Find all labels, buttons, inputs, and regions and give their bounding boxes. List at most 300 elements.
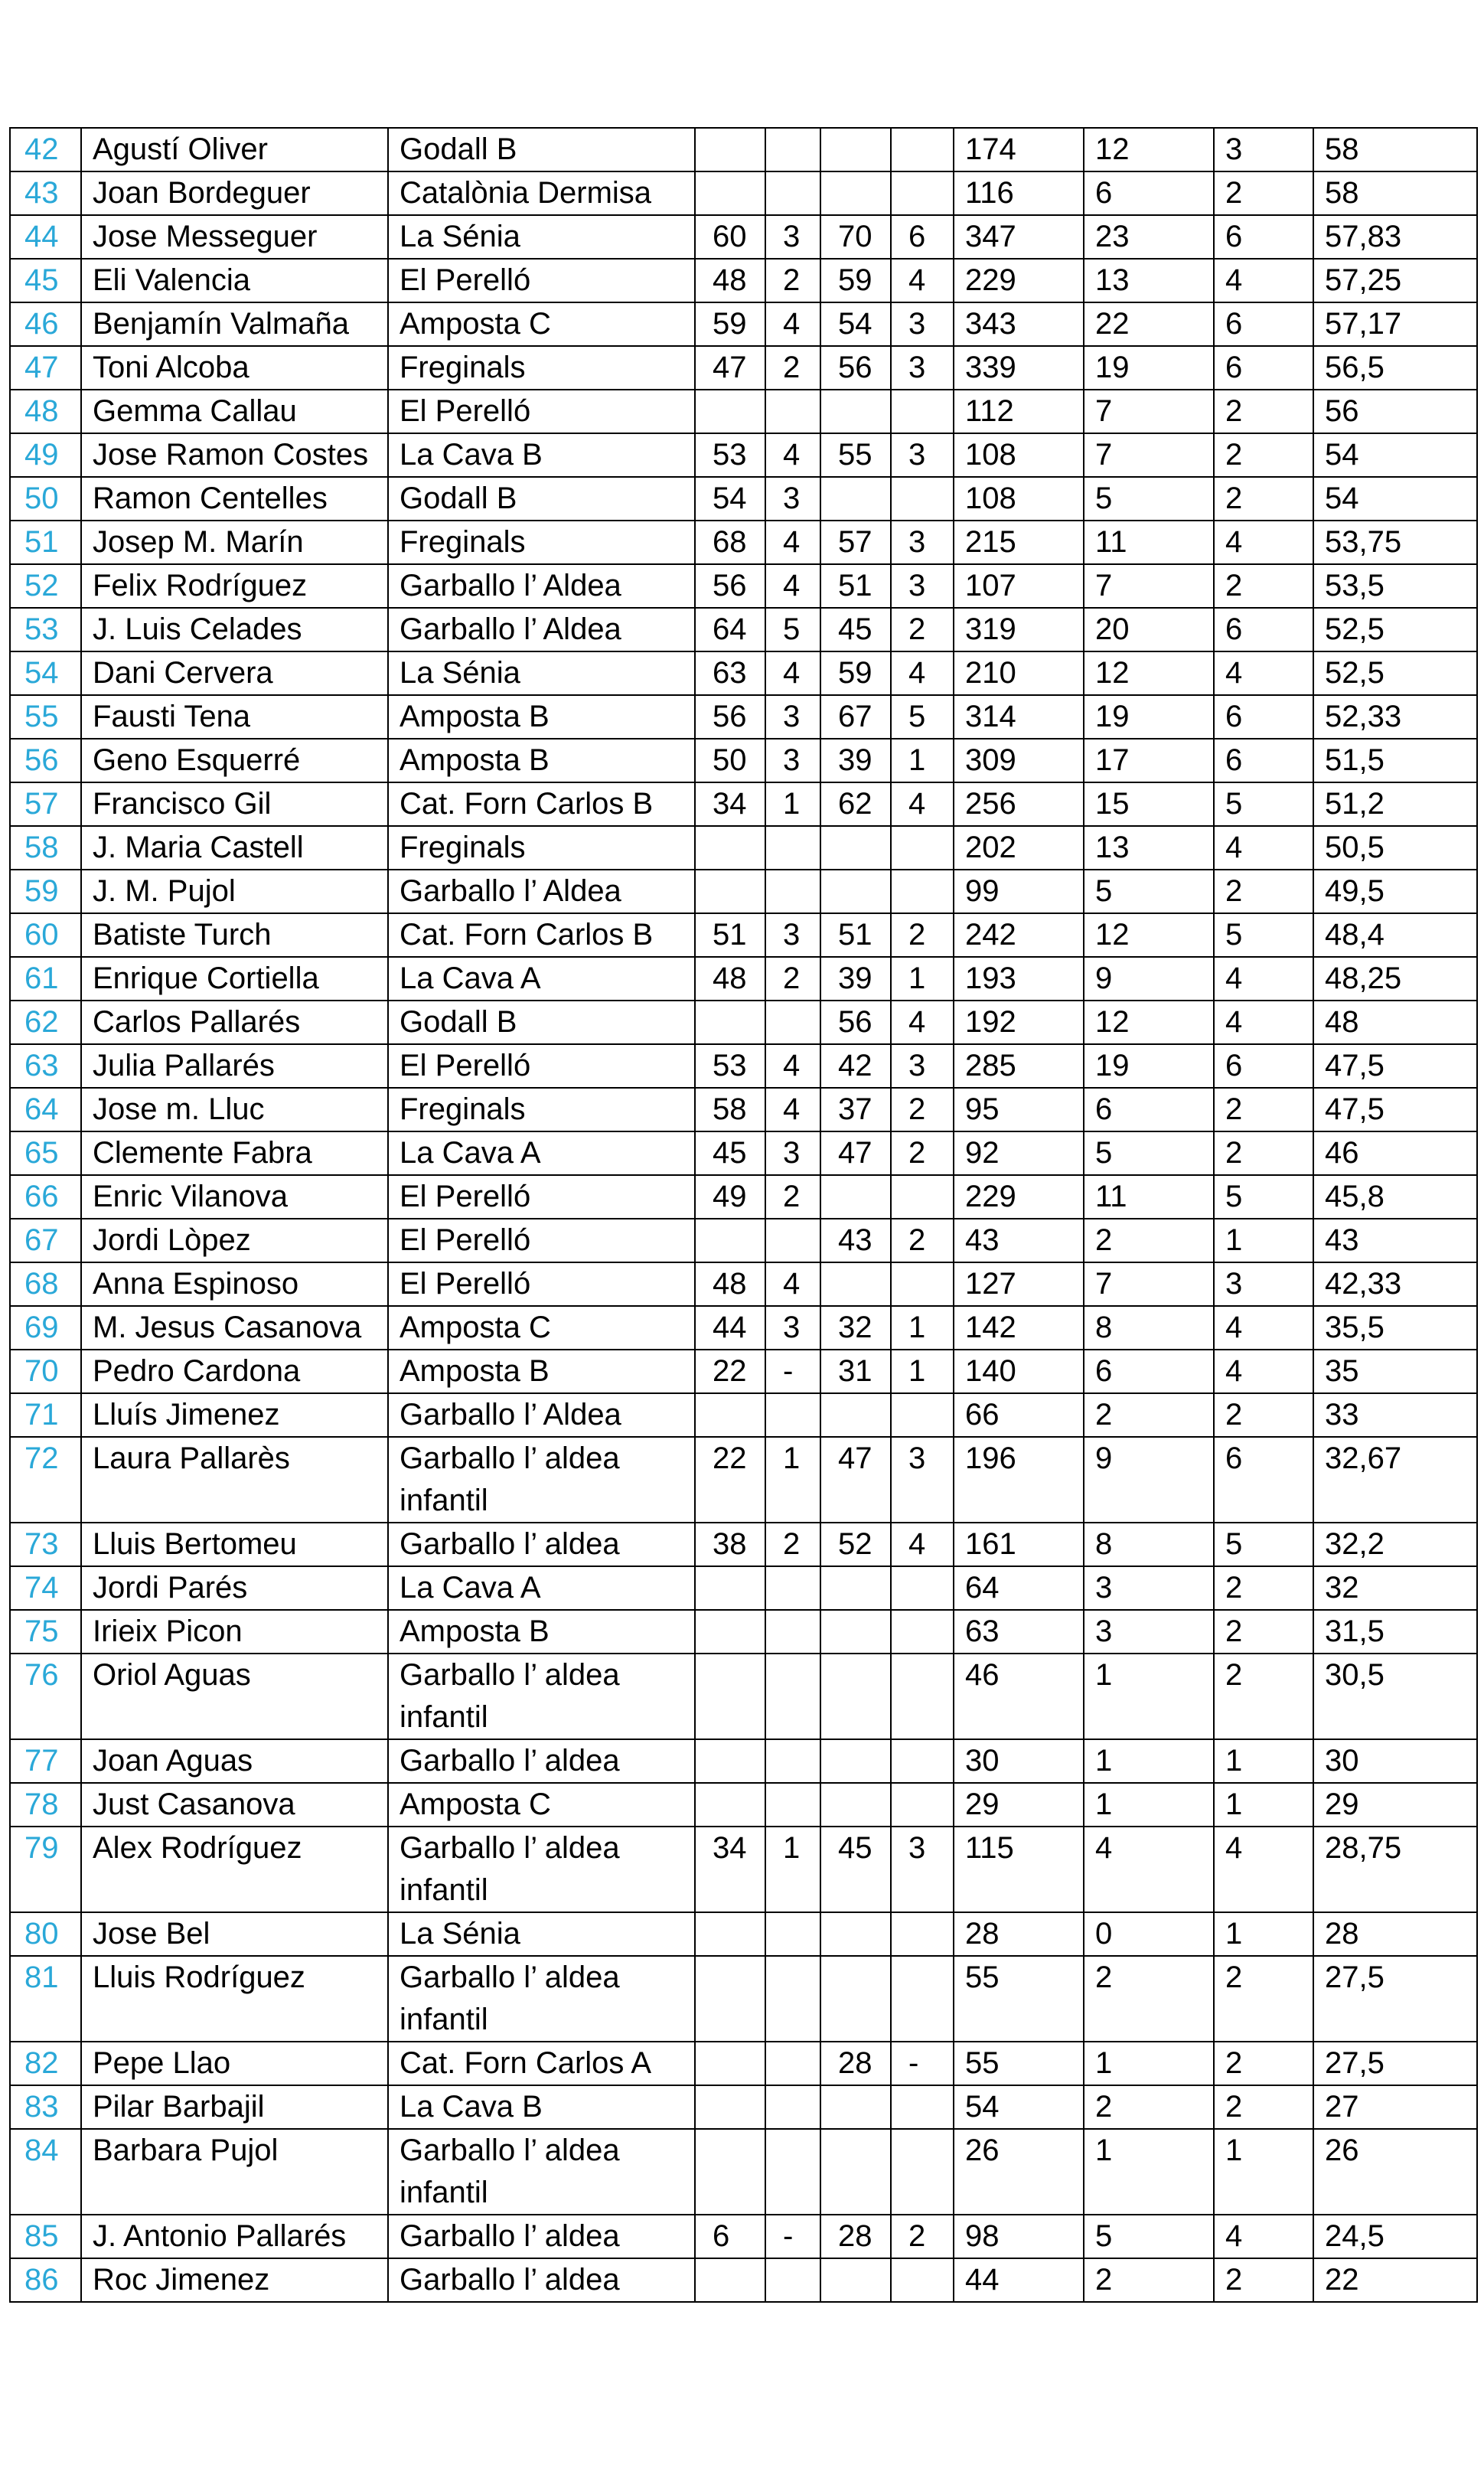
game1-wins-cell: 3	[765, 215, 820, 259]
games-played-cell: 2	[1214, 390, 1313, 433]
player-name-cell: Carlos Pallarés	[81, 1001, 388, 1044]
game2-score-cell: 47	[820, 1437, 891, 1523]
game1-wins-cell: 2	[765, 1175, 820, 1219]
player-name-cell: J. Luis Celades	[81, 608, 388, 651]
position-cell: 55	[10, 695, 81, 739]
total-wins-cell: 6	[1084, 171, 1214, 215]
average-cell: 50,5	[1313, 826, 1477, 870]
total-points-cell: 112	[954, 390, 1084, 433]
game1-score-cell: 59	[695, 302, 765, 346]
total-wins-cell: 13	[1084, 826, 1214, 870]
average-cell: 49,5	[1313, 870, 1477, 913]
position-cell: 53	[10, 608, 81, 651]
game1-wins-cell: 2	[765, 346, 820, 390]
table-row	[10, 651, 1477, 695]
team-cell: Amposta B	[388, 739, 695, 782]
total-wins-cell: 1	[1084, 1739, 1214, 1783]
games-played-cell: 1	[1214, 1739, 1313, 1783]
table-row	[10, 1044, 1477, 1088]
player-name-cell: Pedro Cardona	[81, 1350, 388, 1393]
position-cell: 74	[10, 1566, 81, 1610]
position-cell: 69	[10, 1306, 81, 1350]
total-points-cell: 116	[954, 171, 1084, 215]
game2-score-cell	[820, 1610, 891, 1654]
position-cell: 47	[10, 346, 81, 390]
player-name-cell: Alex Rodríguez	[81, 1827, 388, 1912]
average-cell: 24,5	[1313, 2215, 1477, 2258]
games-played-cell: 6	[1214, 215, 1313, 259]
average-cell: 53,75	[1313, 521, 1477, 564]
total-points-cell: 54	[954, 2085, 1084, 2129]
position-cell: 79	[10, 1827, 81, 1912]
player-name-cell: Fausti Tena	[81, 695, 388, 739]
games-played-cell: 4	[1214, 651, 1313, 695]
game1-score-cell: 38	[695, 1523, 765, 1566]
game1-wins-cell	[765, 1001, 820, 1044]
total-wins-cell: 17	[1084, 739, 1214, 782]
total-wins-cell: 11	[1084, 521, 1214, 564]
game2-score-cell: 45	[820, 608, 891, 651]
team-cell: Garballo l’ aldea	[388, 1523, 695, 1566]
games-played-cell: 2	[1214, 477, 1313, 521]
game1-wins-cell	[765, 2258, 820, 2302]
position-cell: 49	[10, 433, 81, 477]
average-cell: 51,2	[1313, 782, 1477, 826]
table-row	[10, 957, 1477, 1001]
team-cell: Godall B	[388, 128, 695, 171]
games-played-cell: 2	[1214, 1088, 1313, 1131]
table-row	[10, 1350, 1477, 1393]
average-cell: 31,5	[1313, 1610, 1477, 1654]
games-played-cell: 4	[1214, 2215, 1313, 2258]
game1-score-cell: 44	[695, 1306, 765, 1350]
game1-score-cell	[695, 171, 765, 215]
game1-score-cell: 64	[695, 608, 765, 651]
table-row	[10, 2129, 1477, 2215]
total-points-cell: 30	[954, 1739, 1084, 1783]
game2-wins-cell: 1	[891, 739, 954, 782]
game1-wins-cell: 3	[765, 695, 820, 739]
average-cell: 22	[1313, 2258, 1477, 2302]
position-cell: 76	[10, 1654, 81, 1739]
average-cell: 43	[1313, 1219, 1477, 1262]
player-name-cell: Jordi Parés	[81, 1566, 388, 1610]
average-cell: 35	[1313, 1350, 1477, 1393]
game2-wins-cell: 3	[891, 564, 954, 608]
player-name-cell: Francisco Gil	[81, 782, 388, 826]
game1-score-cell: 22	[695, 1437, 765, 1523]
game2-wins-cell: 4	[891, 651, 954, 695]
games-played-cell: 2	[1214, 2042, 1313, 2085]
position-cell: 57	[10, 782, 81, 826]
team-cell: Freginals	[388, 521, 695, 564]
team-cell: Garballo l’ aldea	[388, 1739, 695, 1783]
game1-wins-cell: 3	[765, 739, 820, 782]
total-wins-cell: 3	[1084, 1610, 1214, 1654]
position-cell: 50	[10, 477, 81, 521]
total-points-cell: 92	[954, 1131, 1084, 1175]
game2-wins-cell	[891, 390, 954, 433]
game1-score-cell: 50	[695, 739, 765, 782]
average-cell: 32	[1313, 1566, 1477, 1610]
game2-score-cell	[820, 1262, 891, 1306]
total-wins-cell: 19	[1084, 346, 1214, 390]
position-cell: 61	[10, 957, 81, 1001]
total-points-cell: 55	[954, 2042, 1084, 2085]
average-cell: 57,17	[1313, 302, 1477, 346]
game1-score-cell: 63	[695, 651, 765, 695]
games-played-cell: 1	[1214, 2129, 1313, 2215]
table-row	[10, 2215, 1477, 2258]
games-played-cell: 2	[1214, 1610, 1313, 1654]
position-cell: 75	[10, 1610, 81, 1654]
game2-wins-cell	[891, 1956, 954, 2042]
total-points-cell: 161	[954, 1523, 1084, 1566]
total-wins-cell: 7	[1084, 564, 1214, 608]
team-cell: La Sénia	[388, 651, 695, 695]
table-row	[10, 390, 1477, 433]
game2-score-cell: 54	[820, 302, 891, 346]
game2-wins-cell: 3	[891, 1827, 954, 1912]
game1-score-cell: 60	[695, 215, 765, 259]
team-cell: La Cava A	[388, 1566, 695, 1610]
games-played-cell: 2	[1214, 1566, 1313, 1610]
game1-wins-cell: 4	[765, 433, 820, 477]
total-points-cell: 202	[954, 826, 1084, 870]
game2-wins-cell: 3	[891, 1044, 954, 1088]
game1-wins-cell	[765, 390, 820, 433]
game1-score-cell: 49	[695, 1175, 765, 1219]
team-cell: Cat. Forn Carlos A	[388, 2042, 695, 2085]
total-points-cell: 43	[954, 1219, 1084, 1262]
game2-wins-cell	[891, 171, 954, 215]
player-name-cell: M. Jesus Casanova	[81, 1306, 388, 1350]
average-cell: 27,5	[1313, 1956, 1477, 2042]
table-row	[10, 346, 1477, 390]
game2-wins-cell	[891, 1175, 954, 1219]
game2-wins-cell: 6	[891, 215, 954, 259]
games-played-cell: 6	[1214, 302, 1313, 346]
game1-wins-cell	[765, 2085, 820, 2129]
player-name-cell: J. Maria Castell	[81, 826, 388, 870]
total-wins-cell: 5	[1084, 870, 1214, 913]
position-cell: 44	[10, 215, 81, 259]
total-wins-cell: 5	[1084, 2215, 1214, 2258]
game2-wins-cell	[891, 1610, 954, 1654]
table-row	[10, 1219, 1477, 1262]
team-cell: El Perelló	[388, 259, 695, 302]
player-name-cell: Barbara Pujol	[81, 2129, 388, 2215]
game1-wins-cell	[765, 2129, 820, 2215]
game1-wins-cell: 3	[765, 913, 820, 957]
games-played-cell: 6	[1214, 1437, 1313, 1523]
game1-score-cell: 45	[695, 1131, 765, 1175]
position-cell: 82	[10, 2042, 81, 2085]
games-played-cell: 5	[1214, 782, 1313, 826]
average-cell: 42,33	[1313, 1262, 1477, 1306]
team-cell: El Perelló	[388, 390, 695, 433]
total-wins-cell: 12	[1084, 1001, 1214, 1044]
player-name-cell: Gemma Callau	[81, 390, 388, 433]
games-played-cell: 4	[1214, 1306, 1313, 1350]
team-cell: El Perelló	[388, 1044, 695, 1088]
average-cell: 45,8	[1313, 1175, 1477, 1219]
game2-wins-cell: 3	[891, 1437, 954, 1523]
team-cell: Catalònia Dermisa	[388, 171, 695, 215]
total-wins-cell: 12	[1084, 651, 1214, 695]
game2-score-cell: 59	[820, 259, 891, 302]
total-wins-cell: 9	[1084, 957, 1214, 1001]
table-row	[10, 1175, 1477, 1219]
team-cell: La Cava B	[388, 433, 695, 477]
game1-score-cell: 54	[695, 477, 765, 521]
position-cell: 67	[10, 1219, 81, 1262]
game1-wins-cell: 5	[765, 608, 820, 651]
games-played-cell: 2	[1214, 171, 1313, 215]
table-row	[10, 782, 1477, 826]
game2-score-cell	[820, 1956, 891, 2042]
player-name-cell: J. Antonio Pallarés	[81, 2215, 388, 2258]
game2-wins-cell: -	[891, 2042, 954, 2085]
table-row	[10, 1523, 1477, 1566]
game2-score-cell: 51	[820, 564, 891, 608]
team-cell: Amposta B	[388, 695, 695, 739]
game2-score-cell	[820, 2129, 891, 2215]
game2-score-cell: 39	[820, 957, 891, 1001]
team-cell: Garballo l’ Aldea	[388, 608, 695, 651]
game1-score-cell	[695, 1912, 765, 1956]
game1-wins-cell: 4	[765, 564, 820, 608]
game2-wins-cell: 1	[891, 1306, 954, 1350]
game2-wins-cell	[891, 477, 954, 521]
table-row	[10, 1131, 1477, 1175]
average-cell: 52,5	[1313, 608, 1477, 651]
team-cell: Garballo l’ Aldea	[388, 564, 695, 608]
average-cell: 57,83	[1313, 215, 1477, 259]
position-cell: 70	[10, 1350, 81, 1393]
average-cell: 58	[1313, 128, 1477, 171]
games-played-cell: 6	[1214, 1044, 1313, 1088]
game1-score-cell	[695, 2258, 765, 2302]
average-cell: 33	[1313, 1393, 1477, 1437]
game2-score-cell: 67	[820, 695, 891, 739]
game1-score-cell	[695, 1654, 765, 1739]
game1-score-cell	[695, 1566, 765, 1610]
game2-score-cell: 55	[820, 433, 891, 477]
games-played-cell: 2	[1214, 1131, 1313, 1175]
game2-score-cell: 70	[820, 215, 891, 259]
games-played-cell: 4	[1214, 826, 1313, 870]
table-row	[10, 477, 1477, 521]
position-cell: 73	[10, 1523, 81, 1566]
game1-wins-cell: -	[765, 1350, 820, 1393]
position-cell: 72	[10, 1437, 81, 1523]
average-cell: 57,25	[1313, 259, 1477, 302]
game2-wins-cell	[891, 2258, 954, 2302]
average-cell: 58	[1313, 171, 1477, 215]
game1-wins-cell	[765, 171, 820, 215]
table-row	[10, 870, 1477, 913]
position-cell: 71	[10, 1393, 81, 1437]
position-cell: 42	[10, 128, 81, 171]
total-points-cell: 309	[954, 739, 1084, 782]
average-cell: 52,33	[1313, 695, 1477, 739]
position-cell: 64	[10, 1088, 81, 1131]
table-row	[10, 1566, 1477, 1610]
table-row	[10, 302, 1477, 346]
game1-wins-cell	[765, 1393, 820, 1437]
team-cell: Garballo l’ aldea infantil	[388, 1956, 695, 2042]
team-cell: La Cava A	[388, 1131, 695, 1175]
average-cell: 28	[1313, 1912, 1477, 1956]
total-points-cell: 28	[954, 1912, 1084, 1956]
average-cell: 46	[1313, 1131, 1477, 1175]
position-cell: 60	[10, 913, 81, 957]
game2-score-cell	[820, 1654, 891, 1739]
game2-score-cell: 56	[820, 346, 891, 390]
game2-score-cell: 31	[820, 1350, 891, 1393]
table-row	[10, 171, 1477, 215]
player-name-cell: Anna Espinoso	[81, 1262, 388, 1306]
game1-score-cell	[695, 2129, 765, 2215]
total-points-cell: 46	[954, 1654, 1084, 1739]
game1-wins-cell	[765, 1654, 820, 1739]
team-cell: Garballo l’ aldea	[388, 2215, 695, 2258]
average-cell: 54	[1313, 477, 1477, 521]
table-row	[10, 1306, 1477, 1350]
total-wins-cell: 19	[1084, 695, 1214, 739]
game2-wins-cell	[891, 1393, 954, 1437]
ranking-table	[9, 127, 1478, 2303]
game1-wins-cell: 4	[765, 521, 820, 564]
game1-score-cell	[695, 1739, 765, 1783]
table-row	[10, 1739, 1477, 1783]
position-cell: 62	[10, 1001, 81, 1044]
games-played-cell: 4	[1214, 259, 1313, 302]
game1-wins-cell: 2	[765, 957, 820, 1001]
total-points-cell: 26	[954, 2129, 1084, 2215]
game2-score-cell	[820, 1393, 891, 1437]
average-cell: 27	[1313, 2085, 1477, 2129]
team-cell: Amposta C	[388, 1783, 695, 1827]
game1-score-cell	[695, 826, 765, 870]
game2-score-cell: 32	[820, 1306, 891, 1350]
player-name-cell: Benjamín Valmaña	[81, 302, 388, 346]
game1-wins-cell: 1	[765, 1827, 820, 1912]
total-wins-cell: 1	[1084, 2042, 1214, 2085]
total-wins-cell: 23	[1084, 215, 1214, 259]
game1-wins-cell: 4	[765, 302, 820, 346]
position-cell: 84	[10, 2129, 81, 2215]
games-played-cell: 1	[1214, 1912, 1313, 1956]
team-cell: Amposta B	[388, 1610, 695, 1654]
player-name-cell: J. M. Pujol	[81, 870, 388, 913]
game2-score-cell	[820, 1783, 891, 1827]
position-cell: 83	[10, 2085, 81, 2129]
table-row	[10, 1610, 1477, 1654]
total-wins-cell: 1	[1084, 2129, 1214, 2215]
team-cell: Garballo l’ aldea infantil	[388, 1654, 695, 1739]
game1-wins-cell: 4	[765, 1044, 820, 1088]
player-name-cell: Jose m. Lluc	[81, 1088, 388, 1131]
game2-wins-cell	[891, 1654, 954, 1739]
game2-wins-cell: 3	[891, 521, 954, 564]
game1-wins-cell	[765, 2042, 820, 2085]
game1-score-cell	[695, 1393, 765, 1437]
total-points-cell: 66	[954, 1393, 1084, 1437]
player-name-cell: Just Casanova	[81, 1783, 388, 1827]
game1-wins-cell	[765, 1739, 820, 1783]
game1-wins-cell: 2	[765, 1523, 820, 1566]
total-wins-cell: 7	[1084, 1262, 1214, 1306]
total-points-cell: 196	[954, 1437, 1084, 1523]
game2-score-cell	[820, 2258, 891, 2302]
total-points-cell: 242	[954, 913, 1084, 957]
game1-wins-cell	[765, 1912, 820, 1956]
total-points-cell: 343	[954, 302, 1084, 346]
position-cell: 68	[10, 1262, 81, 1306]
total-points-cell: 108	[954, 433, 1084, 477]
table-row	[10, 2042, 1477, 2085]
total-wins-cell: 9	[1084, 1437, 1214, 1523]
games-played-cell: 2	[1214, 870, 1313, 913]
team-cell: Godall B	[388, 477, 695, 521]
average-cell: 47,5	[1313, 1044, 1477, 1088]
total-points-cell: 174	[954, 128, 1084, 171]
average-cell: 32,2	[1313, 1523, 1477, 1566]
total-wins-cell: 8	[1084, 1523, 1214, 1566]
position-cell: 86	[10, 2258, 81, 2302]
player-name-cell: Clemente Fabra	[81, 1131, 388, 1175]
game2-score-cell	[820, 477, 891, 521]
table-row	[10, 128, 1477, 171]
game1-wins-cell	[765, 826, 820, 870]
games-played-cell: 5	[1214, 1175, 1313, 1219]
game1-wins-cell	[765, 1783, 820, 1827]
game2-score-cell: 57	[820, 521, 891, 564]
position-cell: 66	[10, 1175, 81, 1219]
game2-score-cell: 51	[820, 913, 891, 957]
game1-score-cell: 34	[695, 1827, 765, 1912]
total-wins-cell: 20	[1084, 608, 1214, 651]
player-name-cell: Toni Alcoba	[81, 346, 388, 390]
game2-score-cell: 62	[820, 782, 891, 826]
team-cell: La Sénia	[388, 215, 695, 259]
total-wins-cell: 1	[1084, 1654, 1214, 1739]
average-cell: 32,67	[1313, 1437, 1477, 1523]
team-cell: Amposta C	[388, 1306, 695, 1350]
team-cell: Freginals	[388, 1088, 695, 1131]
games-played-cell: 3	[1214, 1262, 1313, 1306]
player-name-cell: Jose Bel	[81, 1912, 388, 1956]
table-row	[10, 826, 1477, 870]
table-row	[10, 521, 1477, 564]
average-cell: 48,25	[1313, 957, 1477, 1001]
game1-wins-cell	[765, 128, 820, 171]
game1-score-cell	[695, 1219, 765, 1262]
game2-wins-cell: 4	[891, 259, 954, 302]
game2-score-cell: 43	[820, 1219, 891, 1262]
average-cell: 56	[1313, 390, 1477, 433]
games-played-cell: 2	[1214, 1393, 1313, 1437]
total-wins-cell: 2	[1084, 1393, 1214, 1437]
position-cell: 54	[10, 651, 81, 695]
game2-wins-cell	[891, 826, 954, 870]
total-wins-cell: 2	[1084, 2085, 1214, 2129]
games-played-cell: 2	[1214, 1654, 1313, 1739]
team-cell: La Sénia	[388, 1912, 695, 1956]
position-cell: 51	[10, 521, 81, 564]
